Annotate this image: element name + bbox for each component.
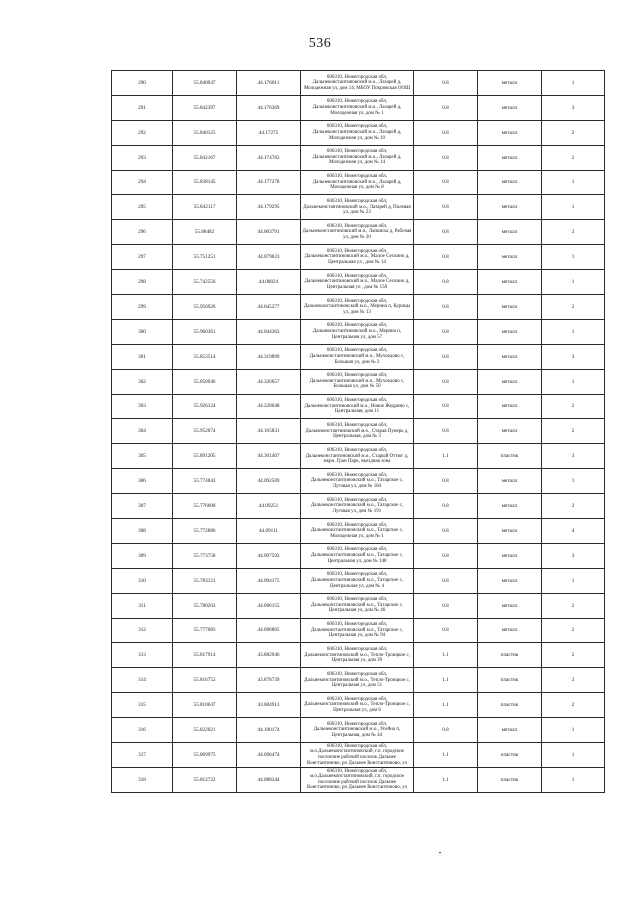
size-cell: 0.8 <box>414 369 478 394</box>
latitude-cell: 55.840947 <box>173 71 237 96</box>
longitude-cell: 44.301407 <box>237 444 301 469</box>
table-row <box>112 494 605 519</box>
address-cell: 606310, Нижегородская обл, Дальнеконстантиновский м.о., Лазарей д, Полевая ул, дом № 23 <box>301 195 414 220</box>
row-number-cell: 313 <box>112 643 173 668</box>
address-cell: 606310, Нижегородская обл, Дальнеконстантиновский м.о., Татарское с, Центральная ул, дом № 4 <box>301 568 414 593</box>
address-cell: 606310, Нижегородская обл, Дальнеконстантиновский м.о., Татарское с, Луговая ул, дом № 184 <box>301 469 414 494</box>
longitude-cell: 44.228048 <box>237 394 301 419</box>
table-row <box>112 145 605 170</box>
count-cell: 2 <box>542 643 605 668</box>
table-row <box>112 71 605 96</box>
longitude-cell: 44.079023 <box>237 245 301 270</box>
longitude-cell: 44.177278 <box>237 170 301 195</box>
count-cell: 1 <box>542 245 605 270</box>
row-number-cell: 297 <box>112 245 173 270</box>
table-row <box>112 95 605 120</box>
latitude-cell: 55.842397 <box>173 95 237 120</box>
address-cell: 606310, Нижегородская обл, Дальнеконстантиновский м.о., Лазарей д, Молодежная ул, дом № 8 <box>301 170 414 195</box>
latitude-cell: 55.772886 <box>173 519 237 544</box>
address-cell: 606310, Нижегородская обл, Дальнеконстантиновский м.о., Тепло-Троицкое с, Центральная ул, дом 6 <box>301 693 414 718</box>
latitude-cell: 55.817914 <box>173 643 237 668</box>
material-cell: металл <box>478 344 542 369</box>
longitude-cell: 44.096474 <box>237 743 301 768</box>
table-row <box>112 245 605 270</box>
material-cell: пластик <box>478 668 542 693</box>
row-number-cell: 303 <box>112 394 173 419</box>
address-cell: 606310, Нижегородская обл, Дальнеконстантиновский м.о., Лапшиха д, Рабочая ул, дом № 20 <box>301 220 414 245</box>
row-number-cell: 314 <box>112 668 173 693</box>
table-row <box>112 743 605 768</box>
latitude-cell: 55.774843 <box>173 469 237 494</box>
row-number-cell: 306 <box>112 469 173 494</box>
size-cell: 0.8 <box>414 319 478 344</box>
size-cell: 0.8 <box>414 344 478 369</box>
table-row <box>112 718 605 743</box>
row-number-cell: 316 <box>112 718 173 743</box>
row-number-cell: 299 <box>112 295 173 320</box>
latitude-cell: 55.816752 <box>173 668 237 693</box>
size-cell: 0.8 <box>414 419 478 444</box>
count-cell: 1 <box>542 71 605 96</box>
material-cell: пластик <box>478 767 542 792</box>
row-number-cell: 312 <box>112 618 173 643</box>
longitude-cell: 44.326657 <box>237 369 301 394</box>
table-row <box>112 419 605 444</box>
latitude-cell: 55.842117 <box>173 195 237 220</box>
material-cell: металл <box>478 568 542 593</box>
table-row <box>112 120 605 145</box>
row-number-cell: 309 <box>112 543 173 568</box>
size-cell: 0.8 <box>414 718 478 743</box>
table-row <box>112 469 605 494</box>
longitude-cell: 44.092569 <box>237 469 301 494</box>
address-cell: 606310, Нижегородская обл, Дальнеконстантиновский м.о., Татарское с, Центральная ул, дом № 46 <box>301 593 414 618</box>
material-cell: пластик <box>478 693 542 718</box>
longitude-cell: 44.045277 <box>237 295 301 320</box>
material-cell: металл <box>478 419 542 444</box>
material-cell: пластик <box>478 743 542 768</box>
latitude-cell: 55.810647 <box>173 693 237 718</box>
size-cell: 0.8 <box>414 145 478 170</box>
address-cell: 606310, Нижегородская обл, Дальнеконстантиновский м.о., Лазарей д, Молодежная ул, дом 14, МБОУ Покровская ООШ <box>301 71 414 96</box>
table-row <box>112 369 605 394</box>
longitude-cell: 44.096155 <box>237 593 301 618</box>
row-number-cell: 296 <box>112 220 173 245</box>
row-number-cell: 311 <box>112 593 173 618</box>
table-row <box>112 593 605 618</box>
latitude-cell: 55.783121 <box>173 568 237 593</box>
row-number-cell: 302 <box>112 369 173 394</box>
material-cell: металл <box>478 120 542 145</box>
registry-table-body <box>112 71 605 793</box>
address-cell: 606310, Нижегородская обл, м.о.Дальнеконстантиновский, г.п. городское поселение рабочий поселок Дальнее Константиново, рп Дальнее Константиново, ул <box>301 767 414 792</box>
size-cell: 0.8 <box>414 71 478 96</box>
latitude-cell: 55.838145 <box>173 170 237 195</box>
count-cell: 2 <box>542 145 605 170</box>
size-cell: 0.8 <box>414 494 478 519</box>
material-cell: металл <box>478 270 542 295</box>
count-cell: 2 <box>542 220 605 245</box>
material-cell: металл <box>478 494 542 519</box>
address-cell: 606310, Нижегородская обл, Дальнеконстантиновский м.о., Новое Жедрино с, Центральная, дом 11 <box>301 394 414 419</box>
address-cell: 606310, Нижегородская обл, Дальнеконстантиновский м.о., Малое Сескино д, Центральная ул , дом № 150 <box>301 270 414 295</box>
page-number: 536 <box>308 36 332 51</box>
material-cell: металл <box>478 95 542 120</box>
material-cell: металл <box>478 718 542 743</box>
count-cell: 2 <box>542 693 605 718</box>
address-cell: 606310, Нижегородская обл, Дальнеконстантиновский м.о., Мерина п, Центральная ул, дом 57 <box>301 319 414 344</box>
size-cell: 0.8 <box>414 220 478 245</box>
count-cell: 3 <box>542 543 605 568</box>
address-cell: 606310, Нижегородская обл, Дальнеконстантиновский м.о., Лазарей д, Молодежная ул, дом № 10 <box>301 120 414 145</box>
longitude-cell: 44.094175 <box>237 568 301 593</box>
latitude-cell: 55.822021 <box>173 718 237 743</box>
size-cell: 0.8 <box>414 543 478 568</box>
count-cell: 2 <box>542 494 605 519</box>
row-number-cell: 308 <box>112 519 173 544</box>
row-number-cell: 315 <box>112 693 173 718</box>
size-cell: 0.8 <box>414 618 478 643</box>
address-cell: 606310, Нижегородская обл, Дальнеконстантиновский м.о., Лазарей д, Молодежная ул, дом № 14 <box>301 145 414 170</box>
row-number-cell: 292 <box>112 120 173 145</box>
material-cell: металл <box>478 543 542 568</box>
address-cell: 606310, Нижегородская обл, Дальнеконстантиновский м.о., Старый Оттюг д, мкрн. Гран Парк, въездная зона <box>301 444 414 469</box>
longitude-cell: 44.100174 <box>237 718 301 743</box>
longitude-cell: 44.044363 <box>237 319 301 344</box>
count-cell: 2 <box>542 593 605 618</box>
material-cell: пластик <box>478 643 542 668</box>
count-cell: 1 <box>542 469 605 494</box>
material-cell: металл <box>478 369 542 394</box>
longitude-cell: 44.09251 <box>237 494 301 519</box>
material-cell: металл <box>478 519 542 544</box>
table-row <box>112 568 605 593</box>
table-row <box>112 519 605 544</box>
size-cell: 0.8 <box>414 568 478 593</box>
address-cell: 606310, Нижегородская обл, Дальнеконстантиновский м.о., Татарское с, Молодежная ул, дом № 1 <box>301 519 414 544</box>
size-cell: 0.8 <box>414 95 478 120</box>
material-cell: металл <box>478 71 542 96</box>
material-cell: металл <box>478 618 542 643</box>
count-cell: 2 <box>542 668 605 693</box>
row-number-cell: 295 <box>112 195 173 220</box>
latitude-cell: 55.952074 <box>173 419 237 444</box>
latitude-cell: 55.776608 <box>173 494 237 519</box>
row-number-cell: 304 <box>112 419 173 444</box>
row-number-cell: 298 <box>112 270 173 295</box>
longitude-cell: 44.17275 <box>237 120 301 145</box>
latitude-cell: 55.780203 <box>173 593 237 618</box>
size-cell: 1.1 <box>414 767 478 792</box>
count-cell: 1 <box>542 195 605 220</box>
address-cell: 606310, Нижегородская обл, Дальнеконстантиновский м.о., Мухоедово с, Большая ул, дом № 50 <box>301 369 414 394</box>
count-cell: 3 <box>542 344 605 369</box>
table-row <box>112 170 605 195</box>
size-cell: 0.8 <box>414 170 478 195</box>
size-cell: 0.8 <box>414 593 478 618</box>
row-number-cell: 290 <box>112 71 173 96</box>
registry-table <box>111 70 605 793</box>
count-cell: 2 <box>542 295 605 320</box>
material-cell: металл <box>478 593 542 618</box>
count-cell: 2 <box>542 618 605 643</box>
latitude-cell: 55.840125 <box>173 120 237 145</box>
address-cell: 606310, Нижегородская обл, Дальнеконстантиновский м.о., Тепло-Троицкое с, Центральная ул, дом 39 <box>301 643 414 668</box>
size-cell: 0.8 <box>414 295 478 320</box>
count-cell: 1 <box>542 743 605 768</box>
size-cell: 0.8 <box>414 519 478 544</box>
count-cell: 2 <box>542 394 605 419</box>
longitude-cell: 43.882946 <box>237 643 301 668</box>
table-row <box>112 767 605 792</box>
row-number-cell: 318 <box>112 767 173 792</box>
address-cell: 606310, Нижегородская обл, Дальнеконстантиновский м.о., Лазарей д, Молодежная ул, дом № 1 <box>301 95 414 120</box>
table-row <box>112 295 605 320</box>
material-cell: пластик <box>478 444 542 469</box>
count-cell: 2 <box>542 419 605 444</box>
longitude-cell: 44.003791 <box>237 220 301 245</box>
latitude-cell: 55.812722 <box>173 767 237 792</box>
longitude-cell: 44.09111 <box>237 519 301 544</box>
address-cell: 606310, Нижегородская обл, Дальнеконстантиновский м.о., Татарское с, Луговая ул, дом № 191 <box>301 494 414 519</box>
longitude-cell: 44.176011 <box>237 71 301 96</box>
count-cell: 1 <box>542 767 605 792</box>
address-cell: 606310, Нижегородская обл, Дальнеконстантиновский м.о., Тепло-Троицкое с, Центральная ул, дом 51 <box>301 668 414 693</box>
longitude-cell: 43.884913 <box>237 693 301 718</box>
material-cell: металл <box>478 394 542 419</box>
row-number-cell: 293 <box>112 145 173 170</box>
longitude-cell: 44.319899 <box>237 344 301 369</box>
material-cell: металл <box>478 195 542 220</box>
count-cell: 1 <box>542 718 605 743</box>
count-cell: 1 <box>542 369 605 394</box>
size-cell: 0.8 <box>414 469 478 494</box>
material-cell: металл <box>478 295 542 320</box>
address-cell: 606310, Нижегородская обл, Дальнеконстантиновский м.о., Малое Сескино д, Центральная ул , дом № 14 <box>301 245 414 270</box>
row-number-cell: 291 <box>112 95 173 120</box>
material-cell: металл <box>478 145 542 170</box>
size-cell: 0.8 <box>414 270 478 295</box>
address-cell: 606310, Нижегородская обл, Дальнеконстантиновский м.о., Старая Пунерь д, Центральная, дом № 3 <box>301 419 414 444</box>
table-row <box>112 270 605 295</box>
count-cell: 1 <box>542 568 605 593</box>
table-row <box>112 220 605 245</box>
count-cell: 1 <box>542 319 605 344</box>
row-number-cell: 317 <box>112 743 173 768</box>
latitude-cell: 55.926124 <box>173 394 237 419</box>
scan-mark <box>439 852 441 853</box>
latitude-cell: 55.960361 <box>173 319 237 344</box>
size-cell: 0.8 <box>414 195 478 220</box>
size-cell: 1.1 <box>414 643 478 668</box>
address-cell: 606310, Нижегородская обл, м.о.Дальнеконстантиновский, г.п. городское поселение рабочий поселок Дальнее Константиново, рп Дальнее Константиново, ул <box>301 743 414 768</box>
count-cell: 1 <box>542 170 605 195</box>
row-number-cell: 294 <box>112 170 173 195</box>
table-row <box>112 319 605 344</box>
table-row <box>112 543 605 568</box>
material-cell: металл <box>478 220 542 245</box>
latitude-cell: 55.842167 <box>173 145 237 170</box>
address-cell: 606310, Нижегородская обл, Дальнеконстантиновский м.о., Татарское с, Центральная ул, дом № 94 <box>301 618 414 643</box>
address-cell: 606310, Нижегородская обл, Дальнеконстантиновский м.о., Усейна п, Центральная, дом № 44 <box>301 718 414 743</box>
latitude-cell: 55.853514 <box>173 344 237 369</box>
material-cell: металл <box>478 170 542 195</box>
latitude-cell: 55.742556 <box>173 270 237 295</box>
latitude-cell: 55.88482 <box>173 220 237 245</box>
table-row <box>112 444 605 469</box>
material-cell: металл <box>478 319 542 344</box>
longitude-cell: 44.088344 <box>237 767 301 792</box>
latitude-cell: 55.850946 <box>173 369 237 394</box>
count-cell: 2 <box>542 120 605 145</box>
row-number-cell: 301 <box>112 344 173 369</box>
latitude-cell: 55.891205 <box>173 444 237 469</box>
longitude-cell: 44.179295 <box>237 195 301 220</box>
size-cell: 1.1 <box>414 743 478 768</box>
material-cell: металл <box>478 469 542 494</box>
count-cell: 4 <box>542 519 605 544</box>
size-cell: 0.8 <box>414 394 478 419</box>
address-cell: 606310, Нижегородская обл, Дальнеконстантиновский м.о., Мерина п, Курицы ул, дом № 13 <box>301 295 414 320</box>
row-number-cell: 300 <box>112 319 173 344</box>
table-row <box>112 344 605 369</box>
longitude-cell: 43.878739 <box>237 668 301 693</box>
latitude-cell: 55.773758 <box>173 543 237 568</box>
row-number-cell: 307 <box>112 494 173 519</box>
longitude-cell: 44.097592 <box>237 543 301 568</box>
table-row <box>112 618 605 643</box>
address-cell: 606310, Нижегородская обл, Дальнеконстантиновский м.о., Татарское с, Центральная ул, дом № 148 <box>301 543 414 568</box>
latitude-cell: 55.956926 <box>173 295 237 320</box>
table-row <box>112 693 605 718</box>
longitude-cell: 44.176369 <box>237 95 301 120</box>
address-cell: 606310, Нижегородская обл, Дальнеконстантиновский м.о., Мухоедово с, Большая ул, дом № 2 <box>301 344 414 369</box>
row-number-cell: 305 <box>112 444 173 469</box>
count-cell: 3 <box>542 444 605 469</box>
table-row <box>112 668 605 693</box>
latitude-cell: 55.809975 <box>173 743 237 768</box>
row-number-cell: 310 <box>112 568 173 593</box>
material-cell: металл <box>478 245 542 270</box>
longitude-cell: 44.174783 <box>237 145 301 170</box>
longitude-cell: 44.08024 <box>237 270 301 295</box>
size-cell: 0.8 <box>414 120 478 145</box>
table-row <box>112 643 605 668</box>
longitude-cell: 44.165831 <box>237 419 301 444</box>
latitude-cell: 55.751251 <box>173 245 237 270</box>
longitude-cell: 44.096805 <box>237 618 301 643</box>
size-cell: 1.1 <box>414 668 478 693</box>
table-row <box>112 394 605 419</box>
count-cell: 1 <box>542 270 605 295</box>
latitude-cell: 55.777083 <box>173 618 237 643</box>
count-cell: 3 <box>542 95 605 120</box>
size-cell: 1.1 <box>414 444 478 469</box>
size-cell: 1.1 <box>414 693 478 718</box>
size-cell: 0.8 <box>414 245 478 270</box>
table-row <box>112 195 605 220</box>
